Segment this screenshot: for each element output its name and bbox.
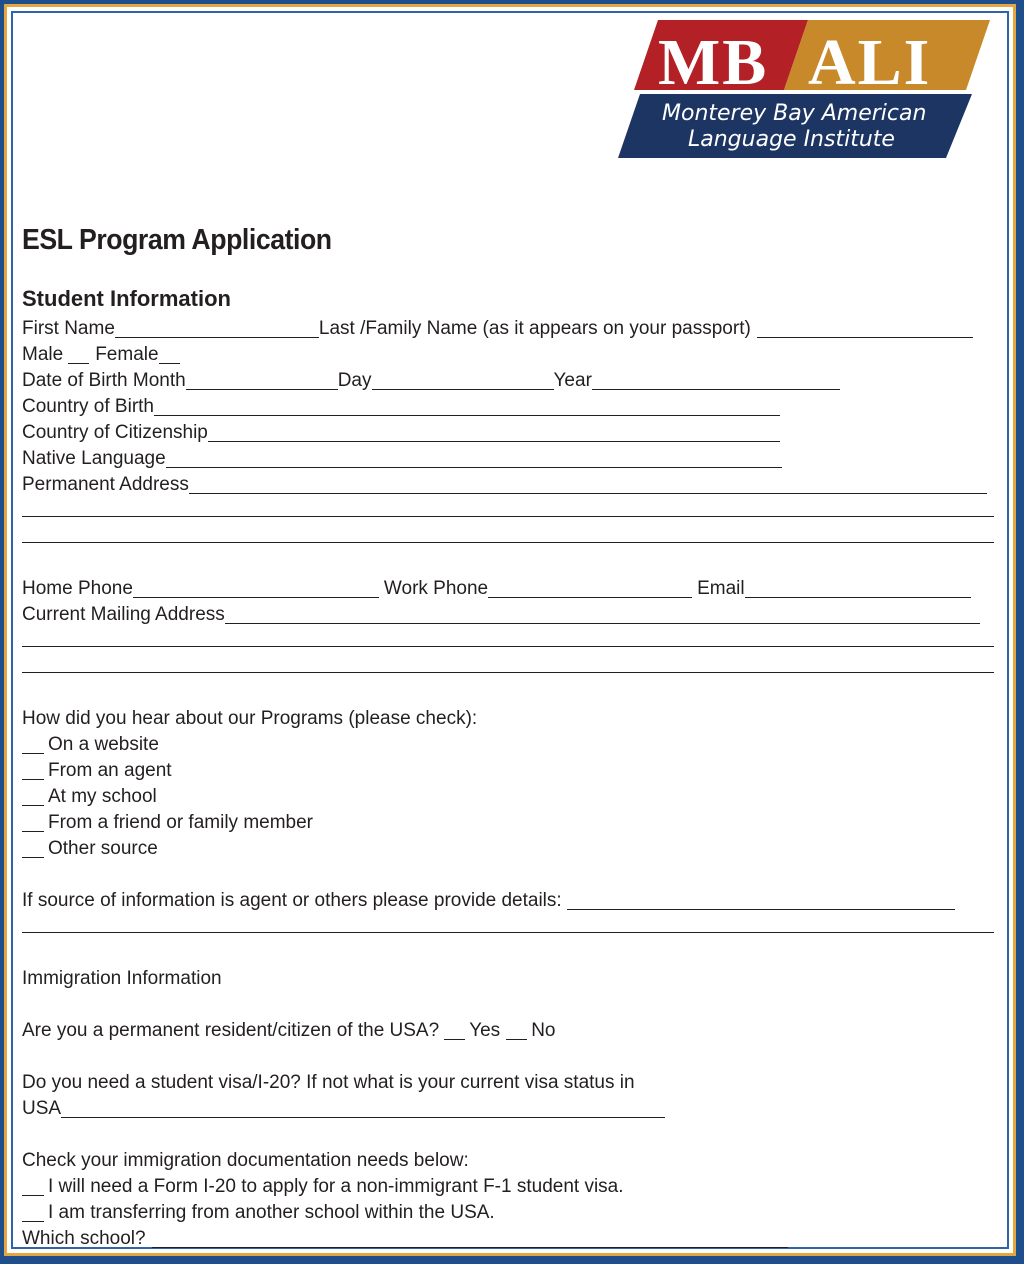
country-citizenship-field[interactable] [208, 421, 780, 442]
hear-question: How did you hear about our Programs (please check): [22, 708, 478, 729]
page-frame [4, 4, 1016, 1256]
which-school-field[interactable] [152, 1227, 788, 1248]
hear-checkbox-friend[interactable] [22, 811, 44, 832]
work-phone-label: Work Phone [383, 578, 489, 599]
dob-row [22, 368, 840, 394]
name-row [22, 316, 973, 342]
resident-no-label: No [531, 1020, 556, 1041]
email-label: Email [697, 578, 745, 599]
permanent-address-line-2[interactable] [22, 516, 994, 517]
permanent-address-row [22, 472, 987, 498]
docs-option-i20-label: I will need a Form I-20 to apply for a non-immigrant F-1 student visa. [48, 1176, 624, 1197]
logo-mb: MB [658, 26, 769, 99]
hear-option-other [22, 836, 158, 862]
hear-checkbox-school[interactable] [22, 785, 44, 806]
which-school-row [22, 1226, 788, 1252]
check-docs-question: Check your immigration documentation needs below: [22, 1150, 469, 1171]
inner-border [11, 11, 1009, 1249]
dob-year-label: Year [553, 370, 592, 391]
hear-option-label: Other source [48, 838, 158, 859]
home-phone-field[interactable] [133, 577, 379, 598]
hear-details-row [22, 888, 955, 914]
logo-subtitle-2: Language Institute [688, 127, 895, 152]
hear-checkbox-agent[interactable] [22, 759, 44, 780]
hear-option-label: On a website [48, 734, 159, 755]
home-phone-label: Home Phone [22, 578, 133, 599]
country-birth-field[interactable] [154, 395, 780, 416]
resident-no-checkbox[interactable] [506, 1019, 527, 1040]
country-birth-label: Country of Birth [22, 396, 154, 417]
immigration-heading: Immigration Information [22, 968, 222, 989]
gender-row [22, 342, 180, 368]
hear-checkbox-other[interactable] [22, 837, 44, 858]
native-language-label: Native Language [22, 448, 166, 469]
mailing-address-line-2[interactable] [22, 646, 994, 647]
first-name-label: First Name [22, 318, 115, 339]
male-label: Male [22, 344, 64, 365]
permanent-address-line-3[interactable] [22, 542, 994, 543]
which-school-label: Which school? [22, 1228, 146, 1249]
student-section-heading: Student Information [22, 286, 231, 311]
visa-usa-label: USA [22, 1098, 62, 1119]
hear-option-label: From a friend or family member [48, 812, 314, 833]
resident-yes-label: Yes [469, 1020, 501, 1041]
visa-status-field[interactable] [61, 1097, 665, 1118]
email-field[interactable] [745, 577, 971, 598]
docs-option-i20 [22, 1174, 624, 1200]
permanent-address-field[interactable] [189, 473, 987, 494]
mbali-logo [618, 18, 994, 160]
last-name-label: Last /Family Name (as it appears on your passport) [318, 318, 751, 339]
first-name-field[interactable] [115, 317, 319, 338]
male-checkbox[interactable] [68, 343, 89, 364]
visa-usa-row [22, 1096, 665, 1122]
page-title: ESL Program Application [22, 224, 332, 256]
hear-checkbox-website[interactable] [22, 733, 44, 754]
native-language-field[interactable] [166, 447, 782, 468]
country-citizenship-label: Country of Citizenship [22, 422, 208, 443]
hear-details-field[interactable] [567, 889, 955, 910]
logo-ali: ALI [808, 26, 932, 99]
female-checkbox[interactable] [159, 343, 180, 364]
country-citizenship-row [22, 420, 780, 446]
dob-month-field[interactable] [186, 369, 338, 390]
mailing-address-line-3[interactable] [22, 672, 994, 673]
permanent-address-label: Permanent Address [22, 474, 189, 495]
hear-option-label: From an agent [48, 760, 172, 781]
dob-day-label: Day [337, 370, 372, 391]
hear-option-label: At my school [48, 786, 157, 807]
dob-month-label: Date of Birth Month [22, 370, 186, 391]
resident-row [22, 1018, 555, 1044]
hear-details-label: If source of information is agent or others please provide details: [22, 890, 562, 911]
dob-day-field[interactable] [372, 369, 554, 390]
docs-option-transfer [22, 1200, 495, 1226]
hear-option-website [22, 732, 159, 758]
logo-subtitle-1: Monterey Bay American [662, 101, 927, 126]
work-phone-field[interactable] [488, 577, 692, 598]
native-language-row [22, 446, 782, 472]
female-label: Female [95, 344, 159, 365]
country-birth-row [22, 394, 780, 420]
docs-checkbox-transfer[interactable] [22, 1201, 44, 1222]
resident-yes-checkbox[interactable] [444, 1019, 465, 1040]
resident-question: Are you a permanent resident/citizen of the USA? [22, 1020, 440, 1041]
visa-question: Do you need a student visa/I-20? If not what is your current visa status in [22, 1072, 635, 1093]
dob-year-field[interactable] [592, 369, 840, 390]
hear-option-agent [22, 758, 172, 784]
docs-option-transfer-label: I am transferring from another school within the USA. [48, 1202, 495, 1223]
mailing-address-label: Current Mailing Address [22, 604, 225, 625]
docs-checkbox-i20[interactable] [22, 1175, 44, 1196]
hear-option-friend [22, 810, 313, 836]
hear-details-line-2[interactable] [22, 932, 994, 933]
mailing-address-row [22, 602, 980, 628]
mailing-address-field[interactable] [225, 603, 980, 624]
phone-row [22, 576, 971, 602]
last-name-field[interactable] [757, 317, 973, 338]
hear-option-school [22, 784, 157, 810]
